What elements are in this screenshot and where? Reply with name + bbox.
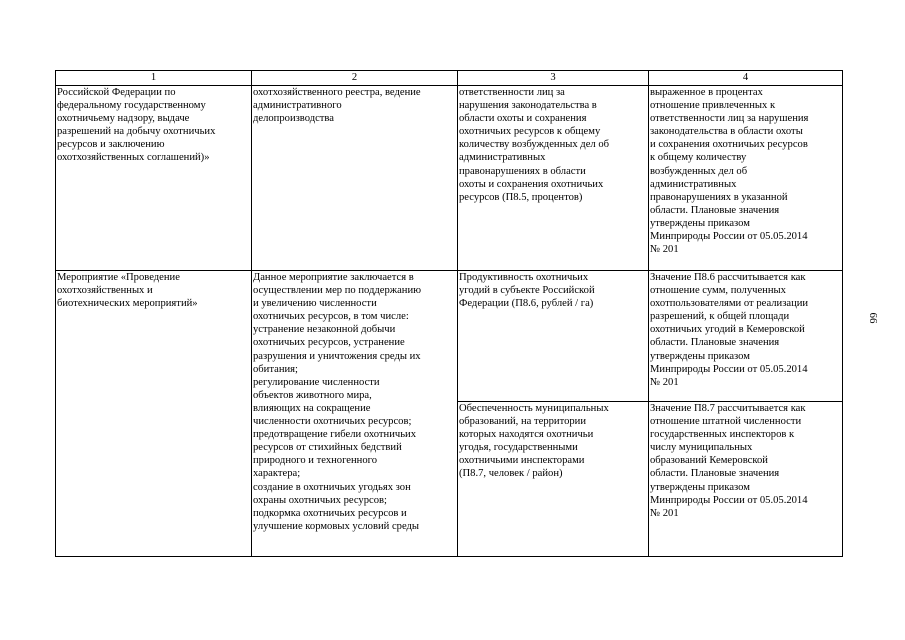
cell-text-line: ресурсов от стихийных бедствий xyxy=(253,442,402,454)
cell-text-line: области. Плановые значения xyxy=(650,468,780,480)
cell-text-line: влияющих на сокращение xyxy=(253,402,371,414)
cell-text-line: административных xyxy=(459,152,546,164)
cell-text-line: охотничьими инспекторами xyxy=(459,455,585,467)
cell-text-line: Минприроды России от 05.05.2014 xyxy=(650,494,808,506)
cell-text-line: (П8.7, человек / район) xyxy=(459,468,563,480)
cell-text-line: государственных инспекторов к xyxy=(650,429,795,441)
cell-text-line: ресурсов и заключению xyxy=(57,139,165,151)
cell-text-line: Продуктивность охотничьих xyxy=(459,272,589,283)
cell-text-line: разрушения и уничтожения среды их xyxy=(253,350,421,362)
header-row xyxy=(56,71,843,86)
cell-col-2 xyxy=(252,86,458,271)
cell-text-line: охотхозяйственных и xyxy=(57,285,153,297)
cell-text-line: правонарушениях в области xyxy=(459,165,586,177)
cell-text-line: биотехнических мероприятий» xyxy=(57,298,198,310)
cell-text-line: которых находятся охотничьи xyxy=(459,429,594,441)
header-col-4: 4 xyxy=(649,71,843,86)
cell-text-line: делопроизводства xyxy=(253,113,334,125)
cell-text-line: Значение П8.7 рассчитывается как xyxy=(650,403,806,414)
cell-text-line: подкормка охотничьих ресурсов и xyxy=(253,507,407,519)
cell-text-line: Минприроды России от 05.05.2014 xyxy=(650,231,808,243)
data-table xyxy=(55,70,843,557)
cell-text-line: ответственности лиц за нарушения xyxy=(650,113,809,125)
cell-text-line: регулирование численности xyxy=(253,376,380,388)
cell-text-line: устранение незаконной добычи xyxy=(253,324,396,336)
cell-text-line: Российской Федерации по xyxy=(57,87,176,98)
cell-text-line: утверждены приказом xyxy=(650,350,750,362)
cell-col-1 xyxy=(56,271,252,557)
cell-text-line: ресурсов (П8.5, процентов) xyxy=(459,191,583,203)
cell-text-line: осуществлении мер по поддержанию xyxy=(253,285,422,297)
cell-text-line: утверждены приказом xyxy=(650,217,750,229)
cell-col-3 xyxy=(458,402,649,557)
cell-text-line: законодательства в области охоты xyxy=(650,126,803,138)
cell-text-line: выраженное в процентах xyxy=(650,87,763,98)
cell-text-line: охотхозяйственного реестра, ведение xyxy=(253,87,421,98)
cell-text-line: правонарушениях в указанной xyxy=(650,191,788,203)
cell-col-2 xyxy=(252,271,458,557)
cell-text-line: административного xyxy=(253,100,342,112)
table-row xyxy=(56,271,843,402)
cell-text-line: числу муниципальных xyxy=(650,442,753,454)
cell-text-line: охотничьих ресурсов, устранение xyxy=(253,337,405,349)
cell-text-line: охотничьих ресурсов к общему xyxy=(459,126,601,138)
cell-text-line: улучшение кормовых условий среды xyxy=(253,520,420,532)
cell-text-line: отношение штатной численности xyxy=(650,416,802,428)
cell-text-line: разрешений на добычу охотничьих xyxy=(57,126,216,138)
cell-text-line: Мероприятие «Проведение xyxy=(57,272,180,283)
cell-text-line: объектов животного мира, xyxy=(253,389,372,401)
cell-col-4 xyxy=(649,86,843,271)
cell-text-line: Минприроды России от 05.05.2014 xyxy=(650,363,808,375)
cell-text-line: характера; xyxy=(253,468,301,480)
cell-text-line: ответственности лиц за xyxy=(459,87,565,98)
cell-text-line: отношение сумм, полученных xyxy=(650,285,786,297)
cell-text-line: угодий в субъекте Российской xyxy=(459,285,595,297)
page-number: 66 xyxy=(867,312,879,324)
cell-text-line: Обеспеченность муниципальных xyxy=(459,403,609,414)
cell-text-line: угодья, государственными xyxy=(459,442,578,454)
table-row xyxy=(56,86,843,271)
cell-col-4 xyxy=(649,402,843,557)
cell-text-line: № 201 xyxy=(650,244,679,256)
cell-text-line: обитания; xyxy=(253,363,298,375)
cell-text-line: охотпользователями от реализации xyxy=(650,298,809,310)
cell-text-line: утверждены приказом xyxy=(650,481,750,493)
cell-col-3 xyxy=(458,271,649,402)
cell-text-line: отношение привлеченных к xyxy=(650,100,776,112)
cell-text-line: охоты и сохранения охотничьих xyxy=(459,178,604,190)
cell-text-line: Значение П8.6 рассчитывается как xyxy=(650,272,806,283)
cell-text-line: и сохранения охотничьих ресурсов xyxy=(650,139,808,151)
cell-text-line: к общему количеству xyxy=(650,152,747,164)
cell-text-line: № 201 xyxy=(650,507,679,519)
cell-col-4 xyxy=(649,271,843,402)
cell-text-line: области. Плановые значения xyxy=(650,337,780,349)
cell-text-line: федеральному государственному xyxy=(57,100,206,112)
cell-text-line: возбужденных дел об xyxy=(650,165,748,177)
cell-text-line: Федерации (П8.6, рублей / га) xyxy=(459,298,594,310)
cell-text-line: создание в охотничьих угодьях зон xyxy=(253,481,411,493)
cell-text-line: предотвращение гибели охотничьих xyxy=(253,429,417,441)
cell-text-line: охотхозяйственных соглашений)» xyxy=(57,152,210,164)
header-col-1: 1 xyxy=(56,71,252,86)
cell-text-line: Данное мероприятие заключается в xyxy=(253,272,414,283)
cell-text-line: области охоты и сохранения xyxy=(459,113,587,125)
cell-text-line: административных xyxy=(650,178,737,190)
cell-text-line: охраны охотничьих ресурсов; xyxy=(253,494,387,506)
cell-text-line: № 201 xyxy=(650,376,679,388)
cell-text-line: численности охотничьих ресурсов; xyxy=(253,416,412,428)
cell-text-line: охотничьих угодий в Кемеровской xyxy=(650,324,805,336)
header-col-2: 2 xyxy=(252,71,458,86)
cell-text-line: охотничьему надзору, выдаче xyxy=(57,113,190,125)
header-col-3: 3 xyxy=(458,71,649,86)
cell-text-line: и увеличению численности xyxy=(253,298,377,310)
cell-text-line: охотничьих ресурсов, в том числе: xyxy=(253,311,409,323)
cell-text-line: образований, на территории xyxy=(459,416,587,428)
cell-text-line: области. Плановые значения xyxy=(650,204,780,216)
cell-text-line: количеству возбужденных дел об xyxy=(459,139,610,151)
cell-text-line: разрешений, к общей площади xyxy=(650,311,790,323)
cell-text-line: образований Кемеровской xyxy=(650,455,768,467)
cell-text-line: нарушения законодательства в xyxy=(459,100,597,112)
cell-col-3 xyxy=(458,86,649,271)
cell-text-line: природного и техногенного xyxy=(253,455,378,467)
cell-col-1 xyxy=(56,86,252,271)
